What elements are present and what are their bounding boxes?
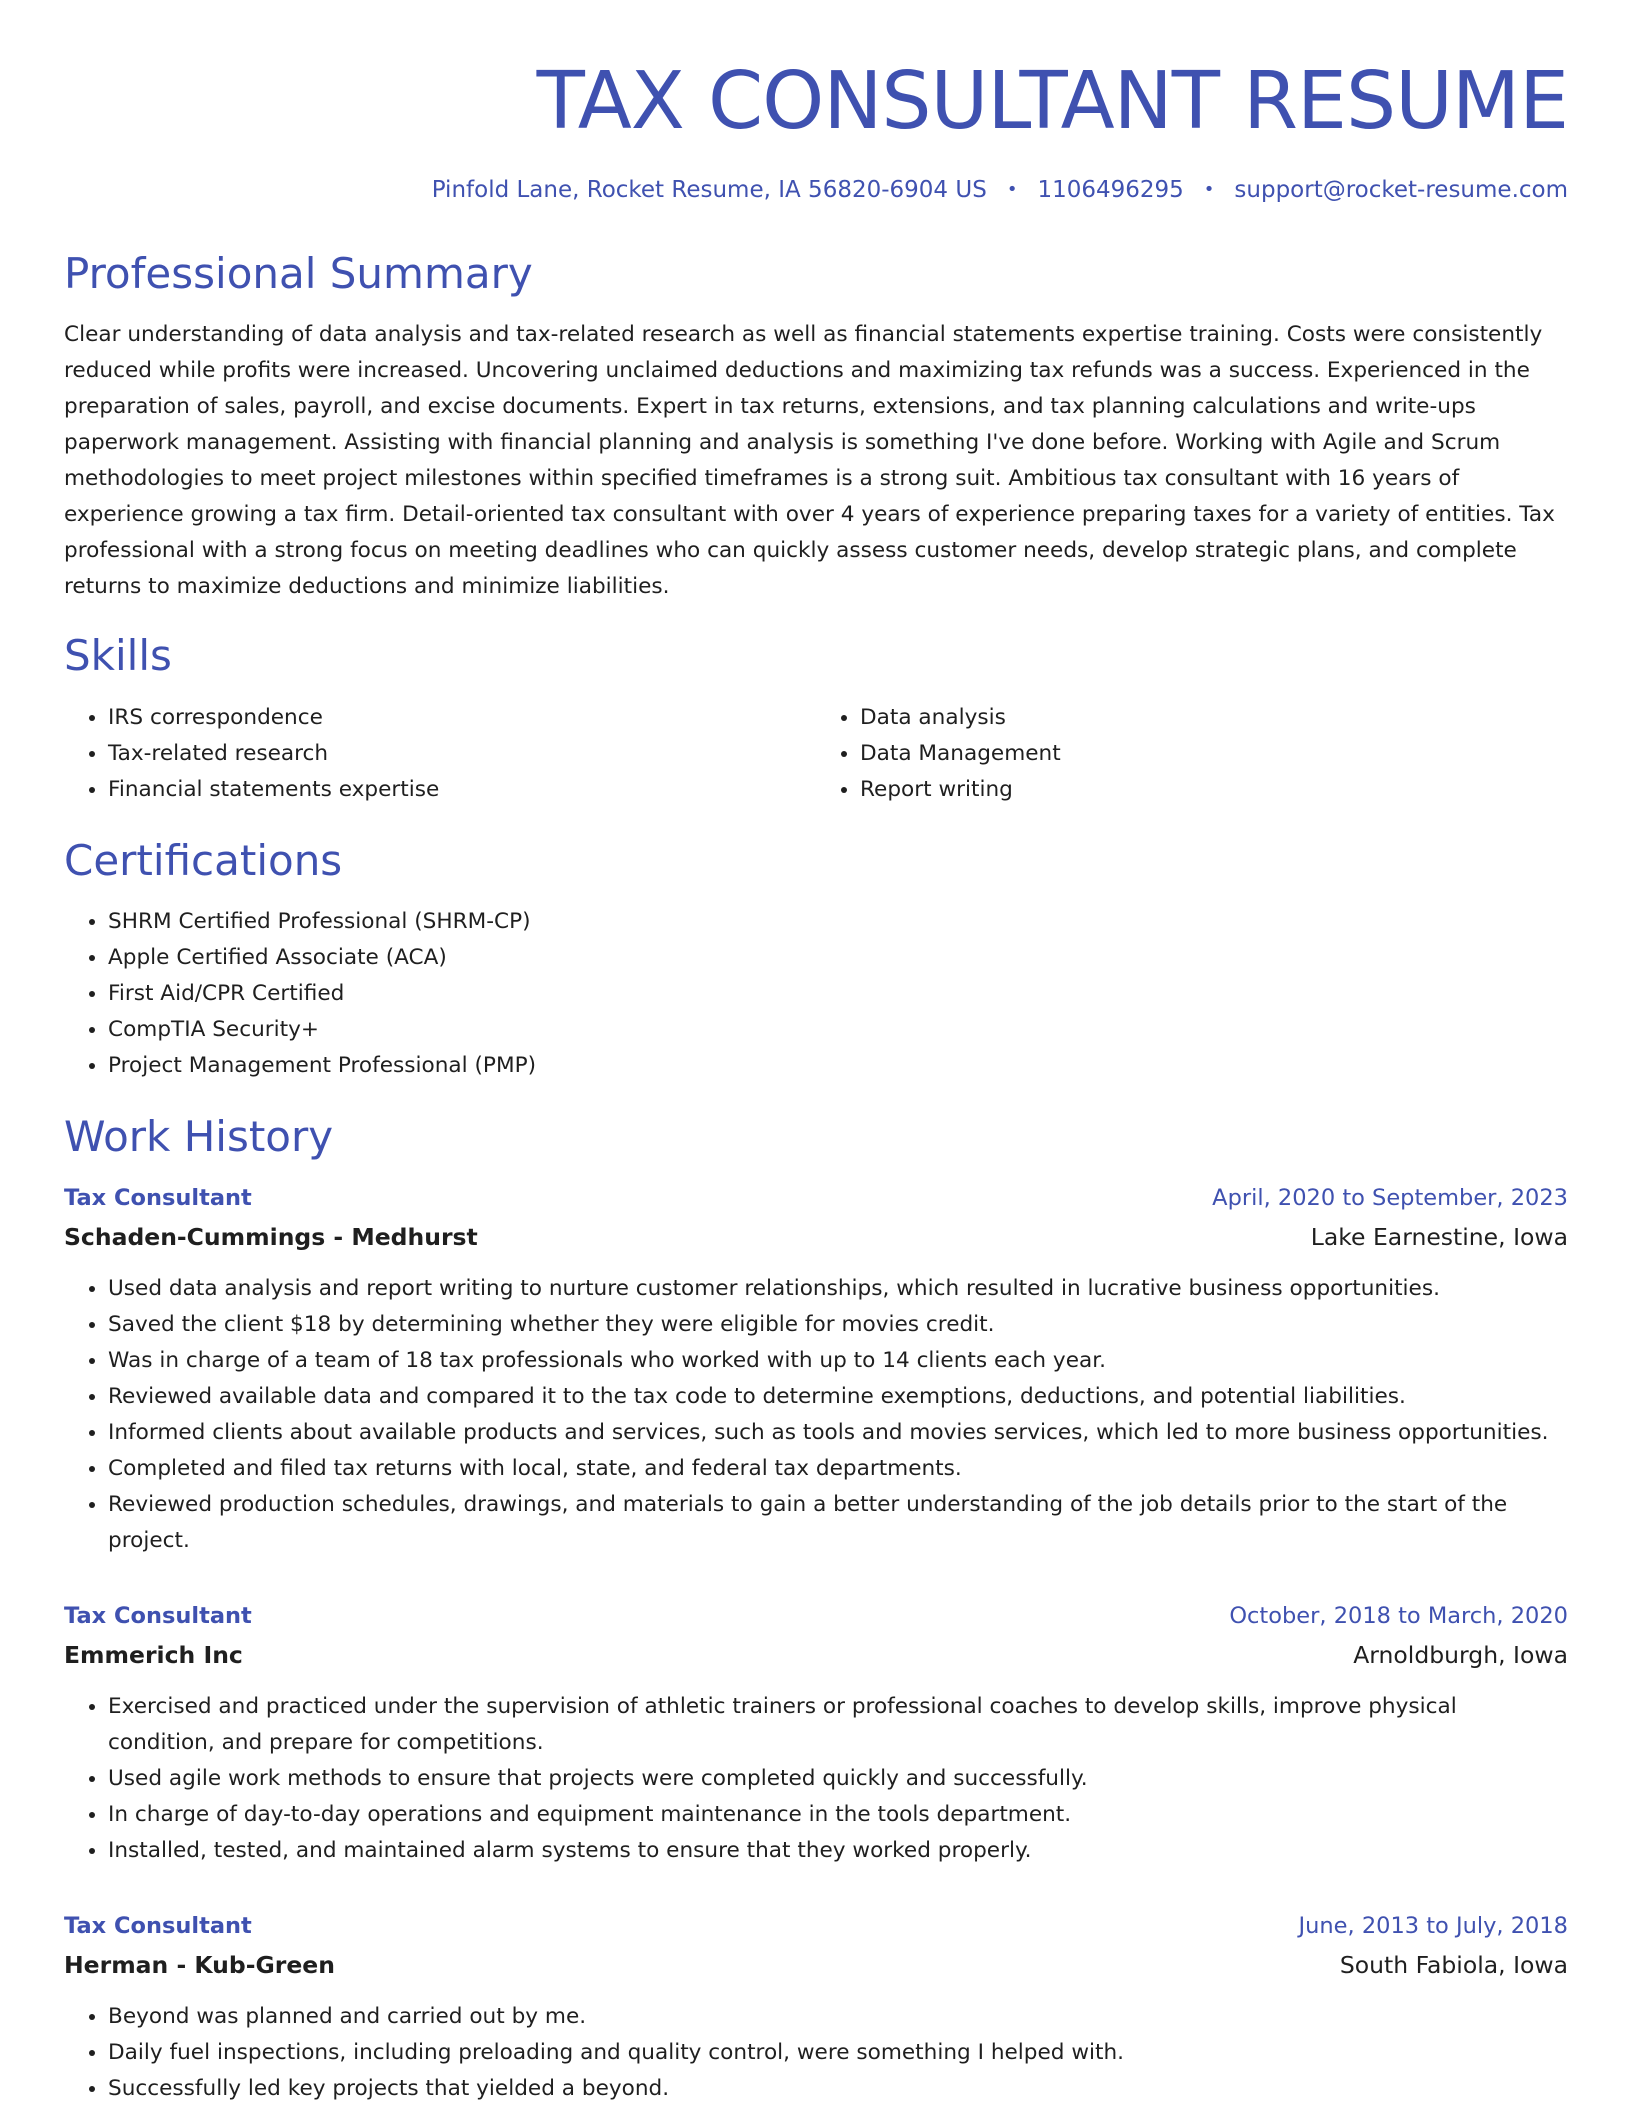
job-bullet: • Informed clients about available products and services, such as tools and movies services, which led to more business opportunities. — [108, 1415, 1568, 1451]
contact-phone: 1106496295 — [1037, 176, 1184, 203]
contact-line — [64, 177, 1568, 203]
job-bullet: • Completed and filed tax returns with local, state, and federal tax departments. — [108, 1451, 1568, 1487]
skills-columns — [64, 700, 1568, 808]
skills-list-right — [816, 700, 1568, 808]
skill-item: • Financial statements expertise — [108, 772, 816, 808]
contact-email: support@rocket-resume.com — [1234, 176, 1568, 203]
job-bullet: • Successfully led key projects that yielded a beyond. — [108, 2071, 1568, 2107]
skill-item: • IRS correspondence — [108, 700, 816, 736]
job-role: Tax Consultant — [64, 1602, 252, 1629]
job-location: Arnoldburgh, Iowa — [1353, 1640, 1568, 1669]
job-bullets — [64, 1999, 1568, 2107]
job-bullet: • Installed, tested, and maintained alarm systems to ensure that they worked properly. — [108, 1833, 1568, 1869]
skill-item: • Data Management — [860, 736, 1568, 772]
job-bullet: • Reviewed production schedules, drawings, and materials to gain a better understanding of the job details prior to the start of the project. — [108, 1487, 1568, 1559]
job-dates: April, 2020 to September, 2023 — [1212, 1184, 1568, 1211]
job-bullet: • Was in charge of a team of 18 tax professionals who worked with up to 14 clients each year. — [108, 1343, 1568, 1379]
job-dates: October, 2018 to March, 2020 — [1229, 1602, 1568, 1629]
job-bullet: • Daily fuel inspections, including preloading and quality control, were something I helped with. — [108, 2035, 1568, 2071]
job-entry — [64, 1185, 1568, 1559]
job-subheader — [64, 1951, 1568, 1979]
job-subheader — [64, 1223, 1568, 1251]
certification-item: • CompTIA Security+ — [108, 1012, 1568, 1048]
job-role: Tax Consultant — [64, 1184, 252, 1211]
job-company: Herman - Kub-Green — [64, 1950, 335, 1979]
summary-text: Clear understanding of data analysis and tax-related research as well as financial statements expertise training. Costs were consistently reduced while profits were increased. Uncovering unclaimed deductions and maximizing tax refunds was a success. Experienced in the preparation of sales, payroll, and excise documents. Expert in tax returns, extensions, and tax planning calculations and write-ups paperwork management. Assisting with financial planning and analysis is something I've done before. Working with Agile and Scrum methodologies to meet project milestones within specified timeframes is a strong suit. Ambitious tax consultant with 16 years of experience growing a tax firm. Detail-oriented tax consultant with over 4 years of experience preparing taxes for a variety of entities. Tax professional with a strong focus on meeting deadlines who can quickly assess customer needs, develop strategic plans, and complete returns to maximize deductions and minimize liabilities. — [64, 322, 1555, 600]
job-location: South Fabiola, Iowa — [1339, 1950, 1568, 1979]
resume-title: TAX CONSULTANT RESUME — [536, 55, 1568, 147]
job-location: Lake Earnestine, Iowa — [1310, 1222, 1568, 1251]
job-bullet: • Used data analysis and report writing to nurture customer relationships, which resulted in lucrative business opportunities. — [108, 1271, 1568, 1307]
job-bullets — [64, 1271, 1568, 1559]
job-bullet: • Exercised and practiced under the supervision of athletic trainers or professional coaches to develop skills, improve physical condition, and prepare for competitions. — [108, 1689, 1568, 1761]
job-bullets — [64, 1689, 1568, 1869]
job-bullet: • Reviewed available data and compared it to the tax code to determine exemptions, deductions, and potential liabilities. — [108, 1379, 1568, 1415]
job-entry — [64, 1913, 1568, 2107]
separator-dot: • — [1006, 179, 1018, 201]
contact-address: Pinfold Lane, Rocket Resume, IA 56820-6904 US — [431, 176, 987, 203]
job-subheader — [64, 1641, 1568, 1669]
job-header — [64, 1185, 1568, 1211]
certification-item: • SHRM Certified Professional (SHRM-CP) — [108, 904, 1568, 940]
job-role: Tax Consultant — [64, 1912, 252, 1939]
skill-item: • Report writing — [860, 772, 1568, 808]
separator-dot: • — [1203, 179, 1215, 201]
skills-heading: Skills — [64, 631, 172, 681]
job-entry — [64, 1603, 1568, 1869]
job-bullet: • Beyond was planned and carried out by me. — [108, 1999, 1568, 2035]
job-header — [64, 1603, 1568, 1629]
certifications-heading: Certifications — [64, 835, 343, 885]
certification-item: • Project Management Professional (PMP) — [108, 1048, 1568, 1084]
job-bullet: • Saved the client $18 by determining whether they were eligible for movies credit. — [108, 1307, 1568, 1343]
skill-item: • Data analysis — [860, 700, 1568, 736]
skill-item: • Tax-related research — [108, 736, 816, 772]
job-dates: June, 2013 to July, 2018 — [1298, 1912, 1568, 1939]
job-company: Emmerich Inc — [64, 1640, 243, 1669]
certifications-list — [64, 904, 1568, 1084]
job-header — [64, 1913, 1568, 1939]
job-company: Schaden-Cummings - Medhurst — [64, 1222, 478, 1251]
summary-heading: Professional Summary — [64, 248, 533, 298]
certification-item: • First Aid/CPR Certified — [108, 976, 1568, 1012]
work-history-heading: Work History — [64, 1112, 334, 1162]
job-bullet: • In charge of day-to-day operations and equipment maintenance in the tools department. — [108, 1797, 1568, 1833]
job-bullet: • Used agile work methods to ensure that projects were completed quickly and successfully. — [108, 1761, 1568, 1797]
skills-list-left — [64, 700, 816, 808]
certification-item: • Apple Certified Associate (ACA) — [108, 940, 1568, 976]
